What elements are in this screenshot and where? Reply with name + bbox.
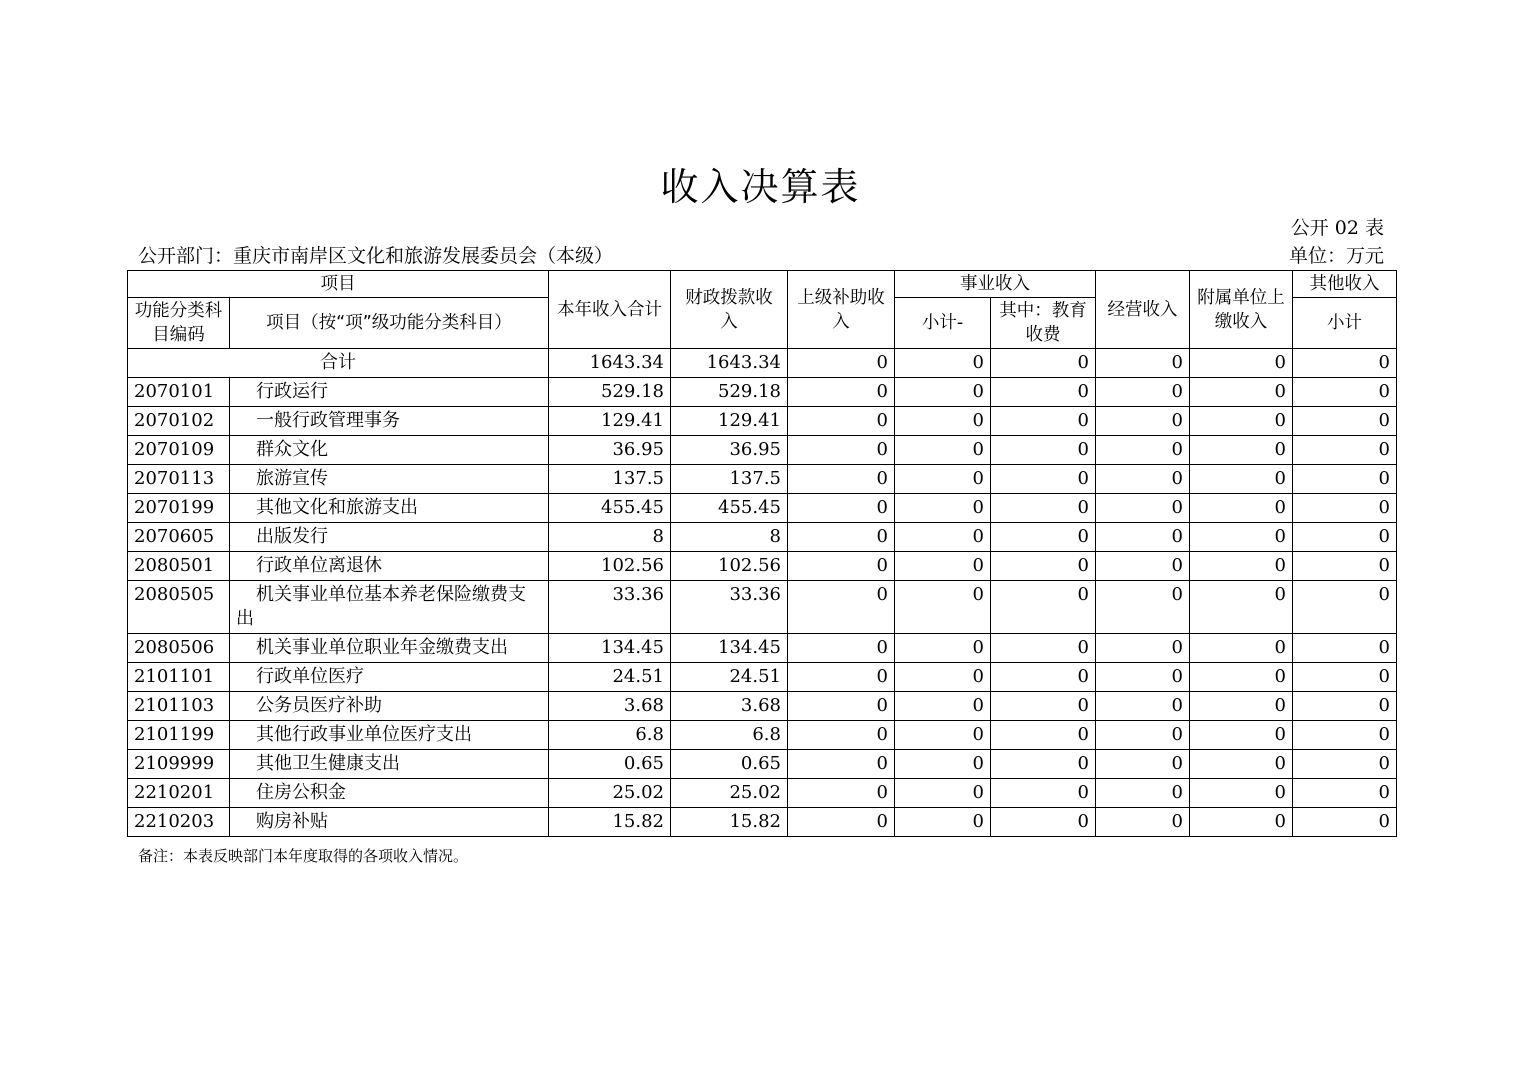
header-name: 项目（按“项”级功能分类科目） xyxy=(230,298,549,349)
cell-code: 2101199 xyxy=(128,721,230,750)
table-row xyxy=(128,692,1397,721)
cell-superior: 0 xyxy=(788,581,895,634)
cell-total: 6.8 xyxy=(549,721,671,750)
cell-superior: 0 xyxy=(788,378,895,407)
cell-other-subtotal: 0 xyxy=(1293,779,1397,808)
cell-name: 出版发行 xyxy=(230,523,549,552)
cell-affiliated: 0 xyxy=(1190,523,1293,552)
cell-superior: 0 xyxy=(788,808,895,837)
cell-business-subtotal: 0 xyxy=(895,407,991,436)
cell-operating: 0 xyxy=(1096,523,1190,552)
cell-other-subtotal: 0 xyxy=(1293,581,1397,634)
header-other-subtotal: 小计 xyxy=(1293,298,1397,349)
table-row xyxy=(128,808,1397,837)
cell-total: 25.02 xyxy=(549,779,671,808)
cell-operating: 0 xyxy=(1096,750,1190,779)
cell-business-edu: 0 xyxy=(991,808,1096,837)
cell-business-subtotal: 0 xyxy=(895,378,991,407)
cell-operating: 0 xyxy=(1096,692,1190,721)
cell-operating: 0 xyxy=(1096,349,1190,378)
cell-business-subtotal: 0 xyxy=(895,634,991,663)
cell-code: 2080506 xyxy=(128,634,230,663)
cell-business-subtotal: 0 xyxy=(895,779,991,808)
cell-business-edu: 0 xyxy=(991,552,1096,581)
cell-business-edu: 0 xyxy=(991,407,1096,436)
cell-operating: 0 xyxy=(1096,552,1190,581)
cell-total: 1643.34 xyxy=(549,349,671,378)
cell-operating: 0 xyxy=(1096,663,1190,692)
header-affiliated: 附属单位上缴收入 xyxy=(1190,271,1293,349)
cell-operating: 0 xyxy=(1096,407,1190,436)
cell-superior: 0 xyxy=(788,750,895,779)
header-business-edu: 其中：教育收费 xyxy=(991,298,1096,349)
header-superior: 上级补助收入 xyxy=(788,271,895,349)
cell-fiscal: 134.45 xyxy=(671,634,788,663)
cell-fiscal: 33.36 xyxy=(671,581,788,634)
cell-affiliated: 0 xyxy=(1190,581,1293,634)
cell-operating: 0 xyxy=(1096,436,1190,465)
cell-affiliated: 0 xyxy=(1190,552,1293,581)
cell-name: 行政单位医疗 xyxy=(230,663,549,692)
footnote: 备注：本表反映部门本年度取得的各项收入情况。 xyxy=(138,847,469,865)
cell-business-subtotal: 0 xyxy=(895,808,991,837)
cell-fiscal: 3.68 xyxy=(671,692,788,721)
header-total: 本年收入合计 xyxy=(549,271,671,349)
cell-other-subtotal: 0 xyxy=(1293,721,1397,750)
cell-affiliated: 0 xyxy=(1190,750,1293,779)
cell-code: 2109999 xyxy=(128,750,230,779)
cell-other-subtotal: 0 xyxy=(1293,552,1397,581)
table-row xyxy=(128,779,1397,808)
table-row xyxy=(128,378,1397,407)
total-row xyxy=(128,349,1397,378)
cell-business-subtotal: 0 xyxy=(895,436,991,465)
cell-superior: 0 xyxy=(788,349,895,378)
cell-total: 137.5 xyxy=(549,465,671,494)
cell-fiscal: 455.45 xyxy=(671,494,788,523)
income-final-accounts-table xyxy=(127,270,1397,837)
total-label: 合计 xyxy=(128,349,549,378)
header-code: 功能分类科目编码 xyxy=(128,298,230,349)
cell-total: 8 xyxy=(549,523,671,552)
cell-code: 2080505 xyxy=(128,581,230,634)
cell-total: 455.45 xyxy=(549,494,671,523)
table-row xyxy=(128,523,1397,552)
cell-business-edu: 0 xyxy=(991,634,1096,663)
table-row xyxy=(128,663,1397,692)
cell-business-edu: 0 xyxy=(991,436,1096,465)
unit-label: 单位：万元 xyxy=(1288,245,1384,267)
header-item-group: 项目 xyxy=(128,271,549,298)
cell-fiscal: 15.82 xyxy=(671,808,788,837)
cell-business-edu: 0 xyxy=(991,692,1096,721)
cell-affiliated: 0 xyxy=(1190,634,1293,663)
cell-fiscal: 102.56 xyxy=(671,552,788,581)
cell-business-edu: 0 xyxy=(991,721,1096,750)
cell-business-subtotal: 0 xyxy=(895,750,991,779)
cell-name: 行政单位离退休 xyxy=(230,552,549,581)
cell-name: 其他行政事业单位医疗支出 xyxy=(230,721,549,750)
cell-name: 其他文化和旅游支出 xyxy=(230,494,549,523)
cell-superior: 0 xyxy=(788,494,895,523)
cell-other-subtotal: 0 xyxy=(1293,750,1397,779)
cell-other-subtotal: 0 xyxy=(1293,378,1397,407)
cell-total: 3.68 xyxy=(549,692,671,721)
cell-operating: 0 xyxy=(1096,721,1190,750)
cell-code: 2070199 xyxy=(128,494,230,523)
cell-superior: 0 xyxy=(788,692,895,721)
cell-superior: 0 xyxy=(788,436,895,465)
department-label: 公开部门：重庆市南岸区文化和旅游发展委员会（本级） xyxy=(138,245,614,267)
table-row xyxy=(128,721,1397,750)
cell-other-subtotal: 0 xyxy=(1293,349,1397,378)
cell-other-subtotal: 0 xyxy=(1293,663,1397,692)
cell-total: 0.65 xyxy=(549,750,671,779)
cell-other-subtotal: 0 xyxy=(1293,407,1397,436)
cell-code: 2070113 xyxy=(128,465,230,494)
header-business-group: 事业收入 xyxy=(895,271,1096,298)
header-business-subtotal: 小计- xyxy=(895,298,991,349)
cell-affiliated: 0 xyxy=(1190,494,1293,523)
cell-affiliated: 0 xyxy=(1190,808,1293,837)
cell-business-subtotal: 0 xyxy=(895,663,991,692)
cell-superior: 0 xyxy=(788,721,895,750)
cell-fiscal: 6.8 xyxy=(671,721,788,750)
cell-name: 住房公积金 xyxy=(230,779,549,808)
cell-affiliated: 0 xyxy=(1190,436,1293,465)
table-row xyxy=(128,634,1397,663)
cell-code: 2070605 xyxy=(128,523,230,552)
cell-affiliated: 0 xyxy=(1190,465,1293,494)
cell-total: 36.95 xyxy=(549,436,671,465)
cell-business-edu: 0 xyxy=(991,494,1096,523)
cell-affiliated: 0 xyxy=(1190,721,1293,750)
cell-total: 129.41 xyxy=(549,407,671,436)
form-number: 公开 02 表 xyxy=(1290,217,1384,239)
table-row xyxy=(128,407,1397,436)
cell-other-subtotal: 0 xyxy=(1293,634,1397,663)
cell-other-subtotal: 0 xyxy=(1293,808,1397,837)
cell-code: 2101101 xyxy=(128,663,230,692)
cell-business-subtotal: 0 xyxy=(895,552,991,581)
cell-total: 33.36 xyxy=(549,581,671,634)
cell-business-edu: 0 xyxy=(991,779,1096,808)
cell-superior: 0 xyxy=(788,779,895,808)
cell-business-edu: 0 xyxy=(991,750,1096,779)
cell-operating: 0 xyxy=(1096,494,1190,523)
cell-operating: 0 xyxy=(1096,808,1190,837)
cell-business-subtotal: 0 xyxy=(895,523,991,552)
table-row xyxy=(128,436,1397,465)
table-row xyxy=(128,750,1397,779)
cell-operating: 0 xyxy=(1096,581,1190,634)
cell-code: 2101103 xyxy=(128,692,230,721)
cell-operating: 0 xyxy=(1096,634,1190,663)
cell-fiscal: 36.95 xyxy=(671,436,788,465)
cell-affiliated: 0 xyxy=(1190,663,1293,692)
page-title: 收入决算表 xyxy=(660,165,861,209)
cell-operating: 0 xyxy=(1096,779,1190,808)
cell-business-subtotal: 0 xyxy=(895,692,991,721)
cell-affiliated: 0 xyxy=(1190,378,1293,407)
cell-business-subtotal: 0 xyxy=(895,349,991,378)
cell-code: 2210203 xyxy=(128,808,230,837)
cell-fiscal: 129.41 xyxy=(671,407,788,436)
cell-other-subtotal: 0 xyxy=(1293,494,1397,523)
cell-code: 2080501 xyxy=(128,552,230,581)
table-row xyxy=(128,465,1397,494)
cell-fiscal: 25.02 xyxy=(671,779,788,808)
cell-code: 2070109 xyxy=(128,436,230,465)
cell-business-edu: 0 xyxy=(991,465,1096,494)
cell-other-subtotal: 0 xyxy=(1293,436,1397,465)
cell-fiscal: 1643.34 xyxy=(671,349,788,378)
cell-business-subtotal: 0 xyxy=(895,581,991,634)
cell-affiliated: 0 xyxy=(1190,349,1293,378)
cell-business-subtotal: 0 xyxy=(895,465,991,494)
cell-other-subtotal: 0 xyxy=(1293,465,1397,494)
cell-business-edu: 0 xyxy=(991,663,1096,692)
cell-business-edu: 0 xyxy=(991,581,1096,634)
cell-superior: 0 xyxy=(788,523,895,552)
cell-other-subtotal: 0 xyxy=(1293,523,1397,552)
cell-superior: 0 xyxy=(788,552,895,581)
cell-name: 旅游宣传 xyxy=(230,465,549,494)
cell-fiscal: 0.65 xyxy=(671,750,788,779)
cell-total: 15.82 xyxy=(549,808,671,837)
cell-business-edu: 0 xyxy=(991,523,1096,552)
table-row xyxy=(128,581,1397,634)
table-row xyxy=(128,552,1397,581)
cell-name: 一般行政管理事务 xyxy=(230,407,549,436)
cell-total: 529.18 xyxy=(549,378,671,407)
cell-name: 其他卫生健康支出 xyxy=(230,750,549,779)
cell-fiscal: 137.5 xyxy=(671,465,788,494)
cell-code: 2210201 xyxy=(128,779,230,808)
cell-business-edu: 0 xyxy=(991,378,1096,407)
cell-business-subtotal: 0 xyxy=(895,494,991,523)
cell-superior: 0 xyxy=(788,663,895,692)
cell-code: 2070102 xyxy=(128,407,230,436)
cell-total: 24.51 xyxy=(549,663,671,692)
header-other-group: 其他收入 xyxy=(1293,271,1397,298)
cell-affiliated: 0 xyxy=(1190,779,1293,808)
cell-name: 购房补贴 xyxy=(230,808,549,837)
header-fiscal: 财政拨款收入 xyxy=(671,271,788,349)
cell-operating: 0 xyxy=(1096,465,1190,494)
cell-fiscal: 8 xyxy=(671,523,788,552)
cell-operating: 0 xyxy=(1096,378,1190,407)
cell-name: 行政运行 xyxy=(230,378,549,407)
cell-fiscal: 24.51 xyxy=(671,663,788,692)
cell-total: 134.45 xyxy=(549,634,671,663)
cell-name: 机关事业单位职业年金缴费支出 xyxy=(230,634,549,663)
cell-name: 公务员医疗补助 xyxy=(230,692,549,721)
cell-name: 群众文化 xyxy=(230,436,549,465)
cell-affiliated: 0 xyxy=(1190,407,1293,436)
cell-superior: 0 xyxy=(788,465,895,494)
cell-other-subtotal: 0 xyxy=(1293,692,1397,721)
cell-business-subtotal: 0 xyxy=(895,721,991,750)
cell-name: 机关事业单位基本养老保险缴费支出 xyxy=(230,581,549,634)
table-row xyxy=(128,494,1397,523)
cell-fiscal: 529.18 xyxy=(671,378,788,407)
cell-affiliated: 0 xyxy=(1190,692,1293,721)
cell-superior: 0 xyxy=(788,407,895,436)
cell-superior: 0 xyxy=(788,634,895,663)
cell-total: 102.56 xyxy=(549,552,671,581)
header-operating: 经营收入 xyxy=(1096,271,1190,349)
cell-code: 2070101 xyxy=(128,378,230,407)
cell-business-edu: 0 xyxy=(991,349,1096,378)
